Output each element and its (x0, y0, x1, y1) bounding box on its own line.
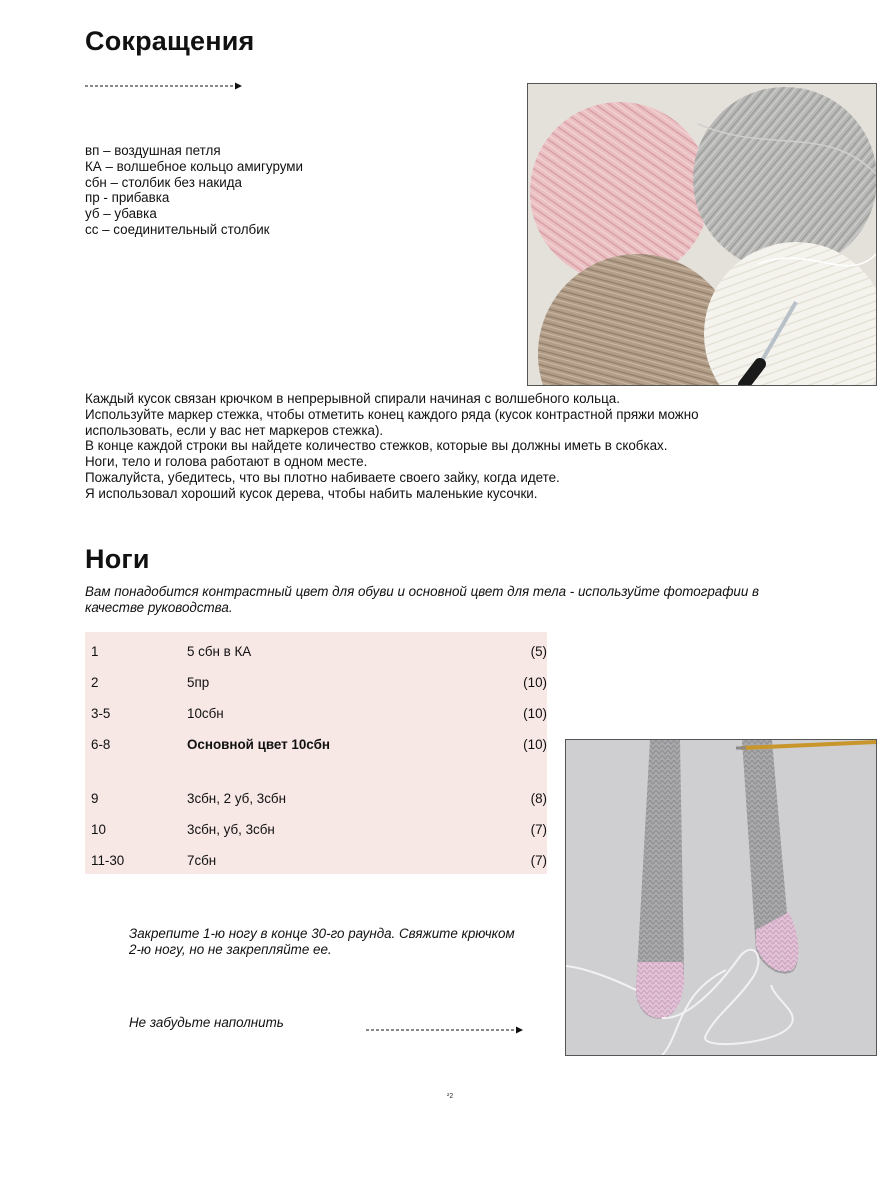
table-row (85, 704, 547, 724)
table-row (85, 851, 547, 871)
intro-line: Используйте маркер стежка, чтобы отметить конец каждого ряда (кусок контрастной пряжи можно (85, 406, 699, 422)
legs-subtitle (85, 584, 759, 616)
arrow-right-icon (85, 81, 245, 91)
table-row (85, 735, 547, 755)
count-cell: (7) (530, 853, 547, 868)
round-cell: 3-5 (91, 706, 111, 721)
round-cell: 9 (91, 791, 99, 806)
abbreviations-title: Сокращения (85, 26, 255, 56)
arrow-right-icon (366, 1025, 526, 1035)
dashed-arrow (85, 81, 245, 91)
table-row (85, 789, 547, 809)
subtitle-line: Вам понадобится контрастный цвет для обуви и основной цвет для тела - используйте фотографии в (85, 584, 760, 599)
page-number: ²2 (447, 1093, 454, 1100)
instruction-cell: 7сбн (187, 853, 217, 868)
round-cell: 1 (91, 644, 99, 659)
legs-photo (565, 739, 877, 1056)
instruction-cell: 5 сбн в КА (187, 644, 252, 659)
count-cell: (8) (530, 791, 547, 806)
intro-text (85, 391, 699, 502)
list-item: вп – воздушная петля (85, 143, 221, 158)
list-item: сбн – столбик без накида (85, 174, 242, 190)
intro-line: Каждый кусок связан крючком в непрерывной спирали начиная с волшебного кольца. (85, 391, 620, 406)
intro-line: Ноги, тело и голова работают в одном месте. (85, 454, 368, 470)
secure-leg-note (129, 926, 515, 958)
intro-line: Я использовал хороший кусок дерева, чтобы набить маленькие кусочки. (85, 485, 538, 501)
subtitle-line: качестве руководства. (85, 600, 233, 615)
stuffing-note: Не забудьте наполнить (129, 1015, 284, 1030)
table-row (85, 820, 547, 840)
yarn-photo (527, 83, 877, 386)
list-item: пр - прибавка (85, 190, 170, 206)
round-cell: 10 (91, 822, 106, 837)
list-item: уб – убавка (85, 206, 157, 222)
instruction-cell: 3сбн, 2 уб, 3сбн (187, 791, 286, 806)
intro-line: использовать, если у вас нет маркеров стежка). (85, 422, 384, 438)
dashed-arrow (366, 1025, 526, 1035)
count-cell: (10) (523, 737, 547, 752)
intro-line: В конце каждой строки вы найдете количество стежков, которые вы должны иметь в скобках. (85, 438, 668, 454)
pattern-table (85, 632, 547, 874)
note-line: 2-ю ногу, но не закрепляйте ее. (129, 942, 332, 957)
intro-line: Пожалуйста, убедитесь, что вы плотно набиваете своего зайку, когда идете. (85, 469, 560, 485)
round-cell: 11-30 (91, 853, 125, 868)
table-row (85, 642, 547, 662)
legs-title: Ноги (85, 544, 150, 574)
count-cell: (10) (523, 675, 547, 690)
instruction-cell: 10сбн (187, 706, 224, 721)
list-item: сс – соединительный столбик (85, 221, 270, 237)
count-cell: (5) (530, 644, 547, 659)
abbreviations-list (85, 143, 303, 238)
instruction-cell: 3сбн, уб, 3сбн (187, 822, 275, 837)
round-cell: 6-8 (91, 737, 111, 752)
count-cell: (10) (523, 706, 547, 721)
crocheted-legs-image (566, 740, 876, 1055)
round-cell: 2 (91, 675, 99, 690)
instruction-cell: 5пр (187, 675, 210, 690)
yarn-balls-image (528, 84, 876, 385)
list-item: КА – волшебное кольцо амигуруми (85, 158, 303, 174)
instruction-cell: Основной цвет 10сбн (187, 737, 330, 752)
count-cell: (7) (530, 822, 547, 837)
note-line: Закрепите 1-ю ногу в конце 30-го раунда. Свяжите крючком (129, 926, 515, 941)
table-row (85, 673, 547, 693)
